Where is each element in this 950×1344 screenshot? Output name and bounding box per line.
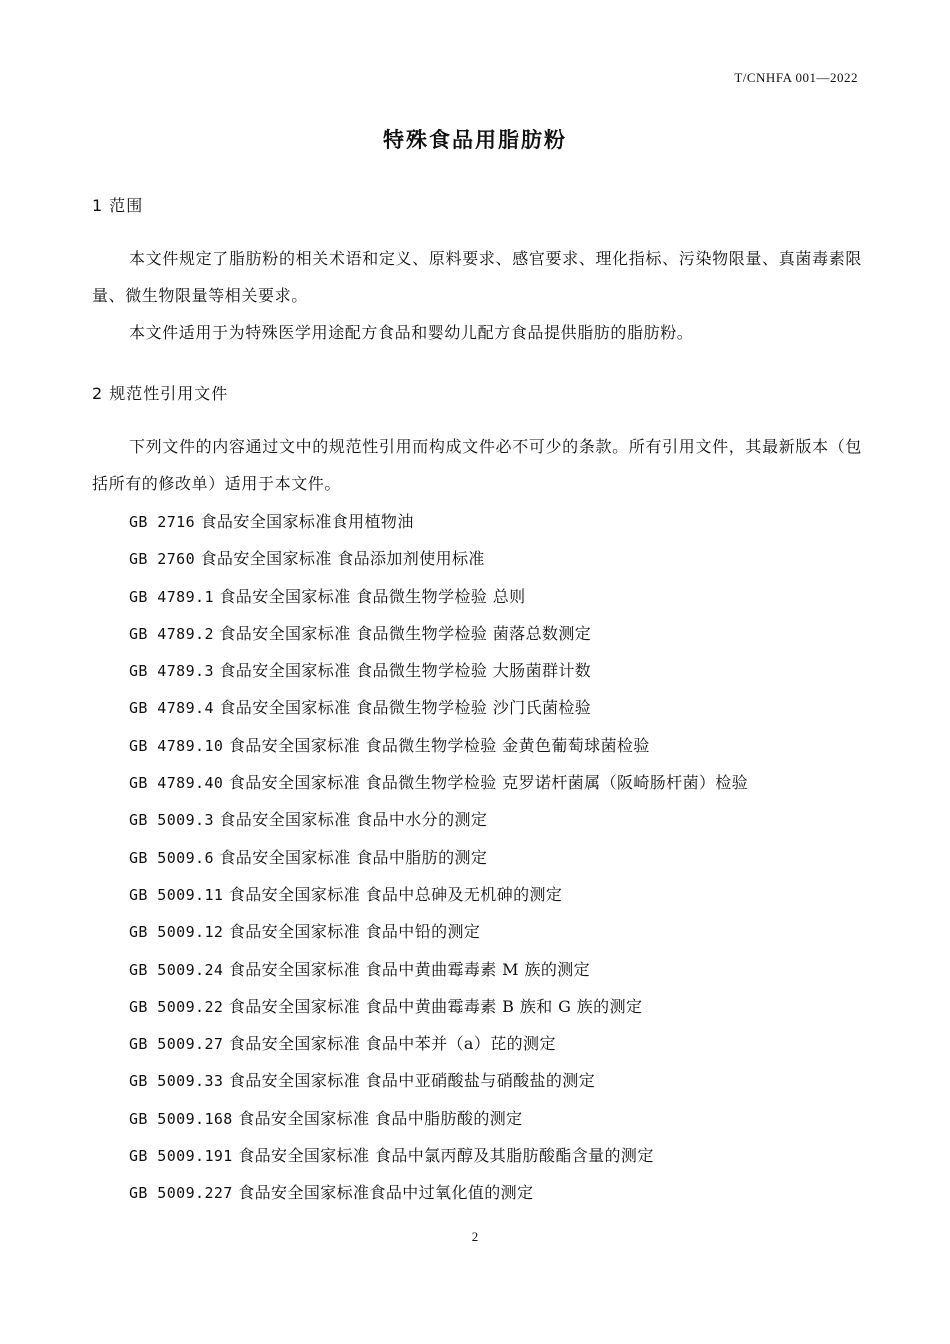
reference-code: GB 2760 — [129, 550, 196, 569]
reference-code: GB 4789.3 — [129, 662, 214, 681]
reference-code: GB 5009.24 — [129, 960, 224, 979]
reference-title: 食品安全国家标准 食品微生物学检验 大肠菌群计数 — [219, 661, 592, 681]
reference-title: 食品安全国家标准 食品微生物学检验 总则 — [219, 586, 526, 606]
reference-item — [129, 578, 748, 615]
reference-code: GB 2716 — [129, 513, 196, 531]
reference-code: GB 5009.168 — [129, 1109, 233, 1128]
reference-title: 食品安全国家标准 食品微生物学检验 菌落总数测定 — [219, 623, 592, 643]
reference-item — [129, 1137, 748, 1174]
reference-item — [129, 615, 748, 652]
reference-item — [129, 540, 748, 577]
reference-item — [129, 727, 748, 764]
reference-title: 食品安全国家标准 食品中氯丙醇及其脂肪酸酯含量的测定 — [238, 1146, 654, 1166]
reference-title: 食品安全国家标准 食品中脂肪的测定 — [219, 847, 488, 867]
reference-code: GB 5009.3 — [129, 811, 214, 830]
reference-title: 食品安全国家标准 食品中铅的测定 — [228, 922, 481, 942]
reference-title: 食品安全国家标准 食品微生物学检验 沙门氏菌检验 — [219, 698, 592, 718]
scope-paragraph-2: 本文件适用于为特殊医学用途配方食品和婴幼儿配方食品提供脂肪的脂肪粉。 — [129, 323, 694, 342]
reference-code: GB 4789.2 — [129, 624, 214, 643]
reference-title: 食品安全国家标准 食品添加剂使用标准 — [200, 549, 485, 569]
reference-item — [129, 839, 748, 876]
scope-paragraph-1: 本文件规定了脂肪粉的相关术语和定义、原料要求、感官要求、理化指标、污染物限量、真菌毒素限量、微生物限量等相关要求。 — [92, 249, 862, 305]
reference-item — [129, 503, 748, 540]
reference-item — [129, 652, 748, 689]
reference-list — [129, 503, 748, 1212]
reference-item — [129, 764, 748, 801]
page-number: 2 — [471, 1229, 479, 1244]
reference-item — [129, 1174, 748, 1211]
reference-title: 食品安全国家标准食用植物油 — [200, 512, 414, 531]
reference-code: GB 5009.191 — [129, 1147, 233, 1166]
reference-item — [129, 913, 748, 950]
reference-title: 食品安全国家标准 食品微生物学检验 克罗诺杆菌属（阪崎肠杆菌）检验 — [228, 773, 749, 793]
reference-item — [129, 988, 748, 1025]
reference-item — [129, 876, 748, 913]
reference-title: 食品安全国家标准 食品中亚硝酸盐与硝酸盐的测定 — [228, 1071, 596, 1091]
reference-title: 食品安全国家标准 食品中总砷及无机砷的测定 — [228, 884, 563, 904]
section-heading-scope: 1 范围 — [92, 196, 144, 215]
reference-title: 食品安全国家标准 食品中水分的测定 — [219, 810, 488, 830]
reference-code: GB 5009.227 — [129, 1184, 233, 1203]
reference-code: GB 5009.11 — [129, 885, 224, 904]
reference-title: 食品安全国家标准 食品微生物学检验 金黄色葡萄球菌检验 — [228, 735, 650, 755]
reference-code: GB 4789.40 — [129, 774, 224, 793]
reference-title: 食品安全国家标准食品中过氧化值的测定 — [238, 1183, 534, 1203]
reference-code: GB 4789.1 — [129, 587, 214, 606]
reference-item — [129, 951, 748, 988]
reference-item — [129, 1025, 748, 1062]
reference-code: GB 5009.6 — [129, 848, 214, 867]
reference-code: GB 5009.27 — [129, 1035, 224, 1054]
document-code: T/CNHFA 001—2022 — [734, 70, 858, 85]
reference-item — [129, 689, 748, 726]
reference-title: 食品安全国家标准 食品中黄曲霉毒素 B 族和 G 族的测定 — [228, 996, 643, 1016]
reference-title: 食品安全国家标准 食品中黄曲霉毒素 M 族的测定 — [228, 959, 591, 979]
reference-code: GB 4789.10 — [129, 736, 224, 755]
reference-code: GB 5009.22 — [129, 997, 224, 1016]
reference-title: 食品安全国家标准 食品中苯并（a）芘的测定 — [228, 1034, 556, 1054]
section-heading-normative-references: 2 规范性引用文件 — [92, 384, 229, 403]
document-title: 特殊食品用脂肪粉 — [383, 128, 567, 152]
references-intro-paragraph: 下列文件的内容通过文中的规范性引用而构成文件必不可少的条款。所有引用文件，其最新版本（包括所有的修改单）适用于本文件。 — [92, 437, 862, 493]
reference-title: 食品安全国家标准 食品中脂肪酸的测定 — [238, 1108, 523, 1128]
reference-item — [129, 1062, 748, 1099]
reference-code: GB 5009.33 — [129, 1072, 224, 1091]
reference-item — [129, 1100, 748, 1137]
reference-code: GB 4789.4 — [129, 699, 214, 718]
reference-code: GB 5009.12 — [129, 923, 224, 942]
reference-item — [129, 801, 748, 838]
